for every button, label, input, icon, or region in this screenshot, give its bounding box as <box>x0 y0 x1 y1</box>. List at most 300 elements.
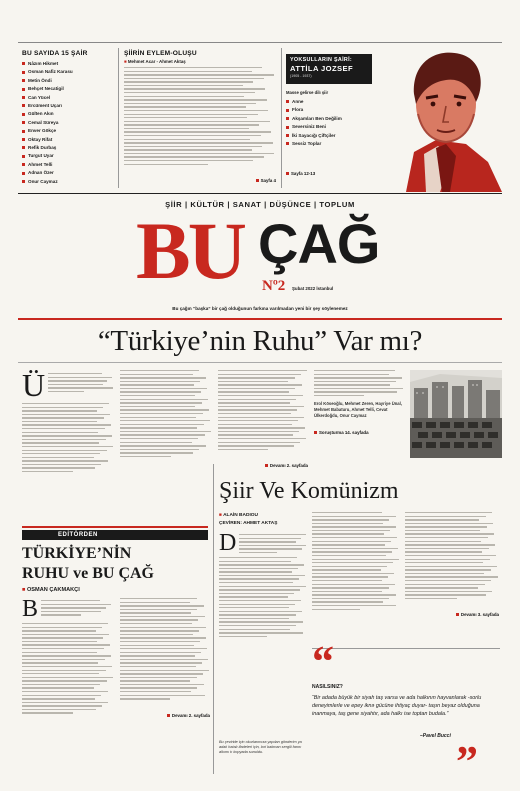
text-line <box>218 438 306 439</box>
text-line <box>120 691 191 692</box>
text-line <box>120 388 207 389</box>
text-line <box>120 637 206 638</box>
text-line <box>239 541 296 542</box>
text-line <box>22 712 73 713</box>
text-line <box>48 387 113 388</box>
text-line <box>22 652 97 653</box>
text-line <box>312 533 384 534</box>
text-line <box>219 571 292 572</box>
text-line <box>22 637 103 638</box>
featured-banner <box>286 54 372 84</box>
text-line <box>22 687 94 688</box>
text-line <box>218 377 295 378</box>
text-line <box>120 641 200 642</box>
text-line <box>219 604 295 605</box>
contents-box <box>22 50 114 186</box>
text-line <box>22 471 73 472</box>
text-line <box>124 146 262 147</box>
text-line <box>219 582 293 583</box>
text-line <box>22 684 100 685</box>
text-line <box>312 555 386 556</box>
text-line <box>312 526 396 527</box>
text-line <box>124 67 262 68</box>
text-line <box>312 512 382 513</box>
featured-list-item[interactable]: Flora <box>286 106 342 114</box>
text-line <box>124 88 265 89</box>
featured-list-item[interactable]: Seversiniz Beni <box>286 123 342 131</box>
text-line <box>312 580 382 581</box>
survey-pageref[interactable]: Soruşturma 14. sayfada <box>314 430 369 435</box>
text-line <box>120 680 190 681</box>
quote-attribution: –Pavel Bucci <box>420 733 451 739</box>
text-line <box>48 391 84 392</box>
text-line <box>22 417 104 418</box>
quote-close-icon: ” <box>456 737 478 786</box>
text-line <box>219 614 296 615</box>
text-line <box>120 655 195 656</box>
text-line <box>22 705 102 706</box>
text-line <box>218 445 294 446</box>
text-line <box>120 677 197 678</box>
poet-list-item[interactable]: Osman Nafiz Karasu <box>22 68 114 76</box>
text-line <box>120 695 205 696</box>
text-line <box>22 666 112 667</box>
text-line <box>124 128 249 129</box>
text-line <box>22 467 95 468</box>
text-line <box>22 403 109 404</box>
text-line <box>219 607 289 608</box>
text-line <box>120 374 193 375</box>
text-line <box>124 96 244 97</box>
text-line <box>22 695 101 696</box>
text-line <box>120 402 202 403</box>
text-line <box>22 432 98 433</box>
text-line <box>124 149 252 150</box>
featured-list-item[interactable]: Sessiz Toplar <box>286 140 342 148</box>
text-line <box>41 611 101 612</box>
editorial-drop-cap: B <box>22 596 39 622</box>
text-line <box>219 618 289 619</box>
text-line <box>219 632 303 633</box>
text-line <box>120 409 209 410</box>
text-line <box>314 377 402 378</box>
text-line <box>120 434 205 435</box>
quote-open-icon: “ <box>312 637 334 686</box>
text-line <box>314 395 364 396</box>
text-line <box>120 652 201 653</box>
text-line <box>124 117 247 118</box>
text-line <box>405 569 491 570</box>
lead-column-1 <box>22 367 114 472</box>
text-line <box>48 380 107 381</box>
text-line <box>120 698 170 699</box>
text-line <box>120 598 197 599</box>
text-line <box>218 402 290 403</box>
text-line <box>218 431 299 432</box>
text-line <box>312 537 397 538</box>
text-line <box>405 580 491 581</box>
text-line <box>120 630 199 631</box>
text-line <box>22 457 94 458</box>
text-line <box>314 370 395 371</box>
text-line <box>312 519 389 520</box>
text-line <box>22 435 112 436</box>
text-line <box>219 575 305 576</box>
text-line <box>219 596 288 597</box>
text-line <box>120 616 205 617</box>
text-line <box>22 641 97 642</box>
poetry-title: Şiir Ve Komünizm <box>219 478 399 504</box>
featured-list-item[interactable]: Akşamları Ben Değilim <box>286 115 342 123</box>
text-line <box>22 623 108 624</box>
text-line <box>124 121 270 122</box>
text-line <box>41 614 81 615</box>
editorial-label: EDİTÖRDEN <box>22 530 208 540</box>
text-line <box>124 164 208 165</box>
text-line <box>312 530 390 531</box>
text-line <box>218 395 303 396</box>
text-line <box>405 591 492 592</box>
text-line <box>405 559 490 560</box>
text-line <box>41 604 111 605</box>
text-line <box>124 74 274 75</box>
text-line <box>22 464 101 465</box>
text-line <box>314 388 403 389</box>
text-line <box>405 584 485 585</box>
building-photo <box>410 370 502 458</box>
text-line <box>405 548 489 549</box>
text-line <box>312 559 399 560</box>
text-line <box>22 414 110 415</box>
text-line <box>120 605 204 606</box>
contents-title: BU SAYIDA 15 ŞAİR <box>22 50 88 57</box>
text-line <box>120 627 206 628</box>
poet-list-item[interactable]: Adnan Özer <box>22 169 114 177</box>
text-line <box>314 381 396 382</box>
text-line <box>124 85 243 86</box>
text-line <box>405 587 478 588</box>
text-line <box>218 434 293 435</box>
text-line <box>120 377 206 378</box>
action-pageref[interactable]: Sayfa 4 <box>256 178 276 183</box>
text-line <box>120 424 204 425</box>
lead-pageref[interactable]: Devamı 2. sayfada <box>265 463 308 468</box>
text-line <box>314 374 389 375</box>
editorial-pageref[interactable]: Devamı 2. sayfada <box>167 713 210 718</box>
editorial-author: OSMAN ÇAKMAKÇI <box>26 587 80 593</box>
text-line <box>124 156 264 157</box>
text-line <box>405 598 457 599</box>
poet-list-item[interactable]: Turgut Uyar <box>22 152 114 160</box>
poet-list-item[interactable]: Onur Caymaz <box>22 178 114 186</box>
text-line <box>218 406 304 407</box>
text-line <box>312 609 360 610</box>
bullet-mark-icon: ■ <box>219 513 222 518</box>
editorial-column-2 <box>120 598 210 722</box>
text-line <box>124 71 252 72</box>
poet-list-item[interactable]: Nâzım Hikmet <box>22 60 114 68</box>
quote-label: NASILSINIZ? <box>312 684 343 690</box>
text-line <box>405 566 497 567</box>
text-line <box>48 384 103 385</box>
text-line <box>120 662 202 663</box>
text-line <box>120 609 197 610</box>
text-line <box>219 611 302 612</box>
text-line <box>120 645 194 646</box>
text-line <box>219 589 300 590</box>
text-line <box>124 114 258 115</box>
text-line <box>219 625 296 626</box>
text-line <box>405 594 486 595</box>
poet-list-item[interactable]: Gülten Akın <box>22 110 114 118</box>
editorial-column-1 <box>22 598 114 714</box>
text-line <box>312 541 391 542</box>
text-line <box>239 534 305 535</box>
text-line <box>218 427 305 428</box>
text-line <box>22 709 96 710</box>
text-line <box>218 384 302 385</box>
text-line <box>120 381 200 382</box>
text-line <box>312 566 387 567</box>
text-line <box>405 544 495 545</box>
poet-portrait <box>366 44 502 192</box>
editorial-title: TÜRKİYE’NİN RUHU ve BU ÇAĞ <box>22 545 154 582</box>
text-line <box>239 538 301 539</box>
featured-name: ATTİLA JOZSEF <box>290 64 353 73</box>
text-line <box>120 413 203 414</box>
text-line <box>22 655 111 656</box>
text-line <box>218 442 300 443</box>
text-line <box>312 605 396 606</box>
text-line <box>405 516 486 517</box>
lead-drop-cap: Ü <box>22 367 46 403</box>
text-line <box>405 541 481 542</box>
text-line <box>120 399 208 400</box>
text-line <box>124 153 274 154</box>
text-line <box>22 662 98 663</box>
text-line <box>314 391 397 392</box>
text-line <box>218 413 291 414</box>
logo-bu: BU <box>136 205 244 296</box>
text-line <box>22 410 97 411</box>
text-line <box>48 377 112 378</box>
featured-years: (1905 - 1937) <box>290 74 312 78</box>
text-line <box>124 92 255 93</box>
poetry-column-2 <box>312 512 400 610</box>
lead-column-2 <box>120 370 212 457</box>
editorial-body-text <box>41 600 114 620</box>
text-line <box>312 551 392 552</box>
text-line <box>22 659 105 660</box>
featured-pageref[interactable]: Sayfa 12-13 <box>286 171 315 176</box>
text-line <box>405 526 487 527</box>
text-line <box>22 634 109 635</box>
featured-label: YOKSULLARIN ŞAİRİ: <box>290 57 353 63</box>
text-line <box>120 406 195 407</box>
text-line <box>120 623 192 624</box>
text-line <box>218 391 289 392</box>
text-line <box>120 673 203 674</box>
text-line <box>219 600 301 601</box>
featured-list-item[interactable]: İki Sayacığı Çiftçiler <box>286 132 342 140</box>
poetry-translator: ÇEVİREN: AHMET AKTAŞ <box>219 521 278 526</box>
tagline: ŞİİR | KÜLTÜR | SANAT | DÜŞÜNCE | TOPLUM <box>165 200 355 209</box>
poet-list-item[interactable]: Can Yücel <box>22 94 114 102</box>
text-line <box>120 391 201 392</box>
text-line <box>405 555 496 556</box>
action-body-text <box>124 67 276 165</box>
text-line <box>124 78 264 79</box>
text-line <box>124 142 273 143</box>
text-line <box>22 439 106 440</box>
text-line <box>312 591 382 592</box>
text-line <box>120 431 211 432</box>
text-line <box>218 449 268 450</box>
text-line <box>124 99 267 100</box>
text-line <box>219 561 291 562</box>
text-line <box>218 417 304 418</box>
featured-list <box>286 98 342 148</box>
logo-cag: ÇAĞ <box>258 212 380 275</box>
text-line <box>239 548 301 549</box>
text-line <box>405 523 493 524</box>
poet-list-item[interactable]: Cemal Süreya <box>22 119 114 127</box>
featured-list-item[interactable]: Anne <box>286 98 342 106</box>
text-line <box>312 544 385 545</box>
poet-list-item[interactable]: Refik Durbaş <box>22 144 114 152</box>
poet-list-item[interactable]: Ahmet Telli <box>22 161 114 169</box>
issue-number: Nº2 <box>262 278 286 294</box>
text-line <box>124 110 268 111</box>
text-line <box>219 636 267 637</box>
text-line <box>312 584 395 585</box>
text-line <box>120 659 208 660</box>
text-line <box>219 564 304 565</box>
text-line <box>124 135 261 136</box>
text-line <box>312 516 396 517</box>
text-line <box>120 612 191 613</box>
text-line <box>239 552 276 553</box>
motto: Bu çağın “başka” bir çağ olduğunun farkına varılmadan yeni bir şey söylenemez <box>172 306 348 311</box>
text-line <box>124 103 256 104</box>
text-line <box>22 421 97 422</box>
text-line <box>22 453 100 454</box>
text-line <box>120 384 194 385</box>
poetry-column-3 <box>405 512 499 621</box>
text-line <box>22 648 104 649</box>
text-line <box>120 438 198 439</box>
text-line <box>405 551 482 552</box>
text-line <box>124 131 271 132</box>
poetry-drop-cap: D <box>219 530 237 556</box>
text-line <box>405 519 479 520</box>
text-line <box>22 407 103 408</box>
action-title: ŞİİRİN EYLEM-OLUŞU <box>124 50 197 57</box>
text-line <box>22 627 102 628</box>
text-line <box>405 533 494 534</box>
text-line <box>124 160 253 161</box>
bullet-mark-icon: ■ <box>22 587 26 593</box>
text-line <box>22 630 96 631</box>
lead-column-4 <box>314 370 404 439</box>
featured-sub: Masse gelirse dilı şiir <box>286 90 329 95</box>
text-line <box>120 417 196 418</box>
text-line <box>120 666 196 667</box>
poet-list-item[interactable]: Enver Gökçe <box>22 127 114 135</box>
text-line <box>22 702 108 703</box>
text-line <box>218 388 295 389</box>
text-line <box>312 594 396 595</box>
text-line <box>405 562 483 563</box>
text-line <box>22 424 111 425</box>
text-line <box>312 601 383 602</box>
poet-list-item[interactable]: Ercüment Uçarı <box>22 102 114 110</box>
poet-list-item[interactable]: Metin Öndi <box>22 77 114 85</box>
text-line <box>312 562 393 563</box>
text-line <box>22 442 99 443</box>
text-line <box>22 680 107 681</box>
text-line <box>124 106 246 107</box>
text-line <box>120 670 209 671</box>
text-line <box>120 395 195 396</box>
text-line <box>22 644 110 645</box>
text-line <box>405 530 480 531</box>
text-line <box>120 456 171 457</box>
text-line <box>405 537 488 538</box>
text-line <box>219 586 306 587</box>
poet-list <box>22 60 114 186</box>
text-line <box>22 446 113 447</box>
main-headline: “Türkiye’nin Ruhu” Var mı? <box>97 325 423 357</box>
poetry-author: ALAİN BADIOU <box>223 513 258 518</box>
text-line <box>120 452 193 453</box>
action-author: Mehmet Acar - Ahmet Aktaş <box>127 59 186 64</box>
text-line <box>22 460 108 461</box>
poet-list-item[interactable]: Behçet Necatigil <box>22 85 114 93</box>
text-line <box>405 512 492 513</box>
text-line <box>22 677 113 678</box>
text-line <box>120 684 204 685</box>
text-line <box>312 573 394 574</box>
text-line <box>312 548 398 549</box>
text-line <box>22 691 108 692</box>
text-line <box>120 687 197 688</box>
text-line <box>312 587 389 588</box>
text-line <box>405 576 498 577</box>
text-line <box>22 670 106 671</box>
text-line <box>22 450 107 451</box>
lead-column-3 <box>218 370 308 472</box>
text-line <box>239 545 306 546</box>
poetry-pageref[interactable]: Devamı 3. sayfada <box>456 612 499 617</box>
text-line <box>41 600 100 601</box>
quote-text: “Bir adada büyük bir siyah taş varsa ve ada halkının hayvanlarak -sorlu deneyimlerle ve epey iknə gücüne ihtiyaç duyar- taşın beyaz olduğuna inanmaya, taş gene siyahtır, ada halkı ise toptan budala.” <box>312 695 482 717</box>
text-line <box>219 557 297 558</box>
text-line <box>124 124 259 125</box>
text-line <box>218 420 298 421</box>
text-line <box>219 629 290 630</box>
survey-names: Erol Köseoğlu, Mehmet Zeren, Hayriye Ünal, Mehmet Babaturu, Ahmet Telli, Cevat Ülkerdoğdu, Onur Caymaz <box>314 401 402 418</box>
text-line <box>22 428 105 429</box>
text-line <box>314 384 390 385</box>
text-line <box>218 374 301 375</box>
lead-body-text <box>48 373 114 400</box>
text-line <box>218 424 292 425</box>
bullet-mark-icon: ■ <box>124 59 127 64</box>
poet-list-item[interactable]: Oktay Rifat <box>22 136 114 144</box>
text-line <box>219 568 298 569</box>
text-line <box>41 607 106 608</box>
